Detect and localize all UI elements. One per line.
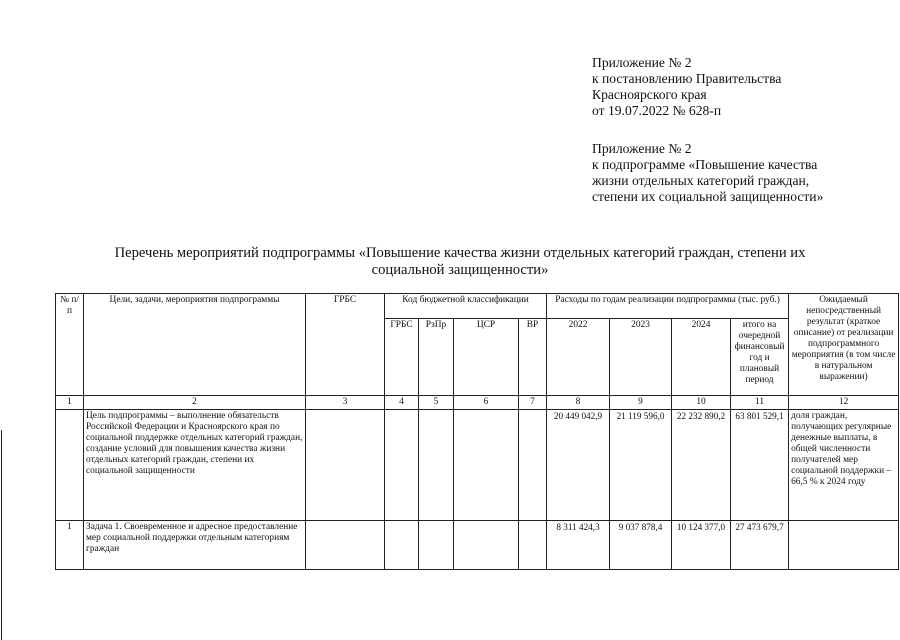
column-number: 9 [610,396,672,410]
approval-line: от 19.07.2022 № 628-п [592,103,722,118]
header-year-2023: 2023 [610,319,672,396]
row-value-2024: 22 232 890,2 [672,410,731,521]
column-number: 4 [385,396,419,410]
header-year-2022: 2022 [547,319,610,396]
approval-line: Приложение № 2 [592,141,692,156]
column-number: 5 [419,396,454,410]
approval-line: Приложение № 2 [592,55,692,70]
column-number-row [56,396,899,410]
row-bk-vr [519,410,547,521]
table-row [56,410,899,521]
approval-line: к подпрограмме «Повышение качества [592,157,818,172]
column-number: 10 [672,396,731,410]
column-number: 12 [789,396,899,410]
title-line-2: социальной защищенности» [371,262,549,278]
header-bk-code: Код бюджетной классификации [385,294,547,319]
header-grbs: ГРБС [306,294,385,396]
row-num [56,410,84,521]
row-value-2022: 8 311 424,3 [547,521,610,570]
column-number: 3 [306,396,385,410]
header-num: № п/п [56,294,84,396]
approval-line: жизни отдельных категорий граждан, [592,173,810,188]
table-row [56,521,899,570]
column-number: 2 [84,396,306,410]
header-bk-grbs: ГРБС [385,319,419,396]
column-number: 8 [547,396,610,410]
document-title [40,245,880,279]
row-bk-grbs [385,410,419,521]
column-number: 1 [56,396,84,410]
page-edge-line [1,430,2,640]
row-value-total: 27 473 679,7 [731,521,789,570]
row-bk-csr [454,521,519,570]
row-text: Цель подпрограммы – выполнение обязательств Российской Федерации и Красноярского края по социальной поддержке отдельных категорий граждан, создание условий для повышения качества жизни отдельных категорий граждан, степени их социальной защищенности [84,410,306,521]
approval-line: к постановлению Правительства [592,71,782,86]
row-text: Задача 1. Своевременное и адресное предоставление мер социальной поддержки отдельным категориям граждан [84,521,306,570]
approval-block-resolution [592,55,882,119]
row-value-total: 63 801 529,1 [731,410,789,521]
approval-line: Красноярского края [592,87,707,102]
row-bk-rzpr [419,410,454,521]
row-bk-rzpr [419,521,454,570]
row-value-2024: 10 124 377,0 [672,521,731,570]
row-value-2023: 9 037 878,4 [610,521,672,570]
row-bk-csr [454,410,519,521]
row-value-2023: 21 119 596,0 [610,410,672,521]
row-bk-vr [519,521,547,570]
header-result: Ожидаемый непосредственный результат (краткое описание) от реализации подпрограммного мероприятия (в том числе в натуральном выражении) [789,294,899,396]
header-row-top [56,294,899,319]
column-number: 7 [519,396,547,410]
row-result: доля граждан, получающих регулярные денежные выплаты, в общей численности получателей мер социальной поддержки – 66,5 % к 2024 году [789,410,899,521]
row-num: 1 [56,521,84,570]
row-grbs [306,521,385,570]
row-grbs [306,410,385,521]
title-line-1: Перечень мероприятий подпрограммы «Повышение качества жизни отдельных категорий граждан, степени их [114,245,806,261]
row-bk-grbs [385,521,419,570]
approval-line: степени их социальной защищенности» [592,189,824,204]
row-value-2022: 20 449 042,9 [547,410,610,521]
approval-block-subprogram [592,141,882,205]
header-bk-csr: ЦСР [454,319,519,396]
header-year-2024: 2024 [672,319,731,396]
header-expenses: Расходы по годам реализации подпрограммы (тыс. руб.) [547,294,789,319]
header-goals: Цели, задачи, мероприятия подпрограммы [84,294,306,396]
column-number: 11 [731,396,789,410]
header-total: итого на очередной финансовый год и плановый период [731,319,789,396]
row-result [789,521,899,570]
header-bk-rzpr: РзПр [419,319,454,396]
measures-table [55,293,899,570]
column-number: 6 [454,396,519,410]
header-bk-vr: ВР [519,319,547,396]
